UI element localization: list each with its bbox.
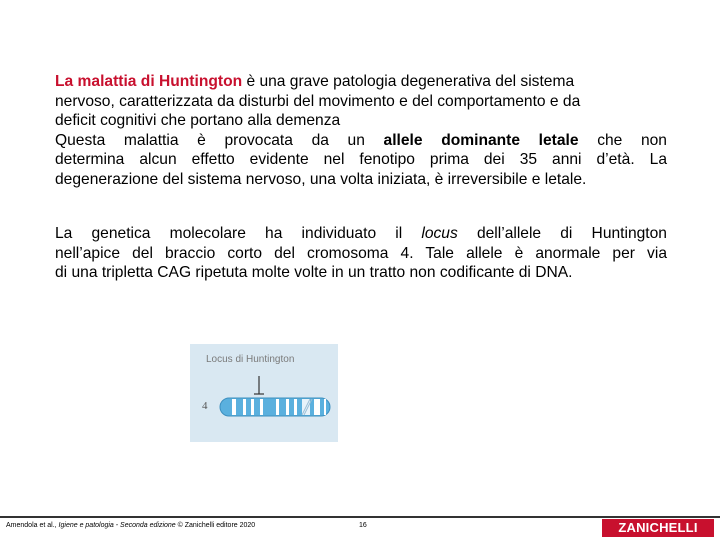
band bbox=[286, 399, 289, 415]
para2-line-1: La genetica molecolare ha individuato il locus dell’allele di Huntington bbox=[55, 225, 667, 242]
paragraph-molecular-genetics bbox=[55, 224, 667, 283]
band bbox=[294, 399, 297, 415]
band bbox=[243, 399, 246, 415]
para1-line-3: deficit cognitivi che portano alla demenza bbox=[55, 112, 341, 129]
footer-citation: Amendola et al., Igiene e patologia - Seconda edizione © Zanichelli editore 2020 bbox=[6, 522, 256, 529]
band bbox=[251, 399, 254, 415]
italic-locus: locus bbox=[421, 225, 458, 242]
para1-line-6: degenerazione del sistema nervoso, una volta iniziata, è irreversibile e letale. bbox=[55, 170, 587, 188]
band bbox=[324, 399, 326, 415]
chromosome-number: 4 bbox=[202, 400, 208, 412]
band bbox=[260, 399, 263, 415]
paragraph-huntington-intro bbox=[55, 72, 667, 189]
band bbox=[314, 399, 320, 415]
bold-allele-dominante: allele dominante letale bbox=[383, 131, 579, 149]
band bbox=[276, 399, 279, 415]
para2-line-3: di una tripletta CAG ripetuta molte volte in un tratto non codificante di DNA. bbox=[55, 264, 573, 281]
chromosome-figure bbox=[190, 344, 338, 442]
zanichelli-logo: ZANICHELLI bbox=[602, 519, 714, 537]
page-number: 16 bbox=[359, 522, 367, 529]
para1-line-1: La malattia di Huntington è una grave patologia degenerativa del sistema bbox=[55, 73, 575, 90]
para2-line-2: nell’apice del braccio corto del cromosoma 4. Tale allele è anormale per via bbox=[55, 244, 667, 262]
highlight-huntington: La malattia di Huntington bbox=[55, 73, 243, 90]
chromosome-body bbox=[220, 398, 330, 416]
footer-divider bbox=[0, 516, 720, 518]
para1-line-4: Questa malattia è provocata da un allele dominante letale che non bbox=[55, 131, 667, 149]
figure-label: Locus di Huntington bbox=[206, 354, 295, 365]
para1-line-5: determina alcun effetto evidente nel fenotipo prima dei 35 anni d’età. La bbox=[55, 151, 667, 168]
para1-line-2: nervoso, caratterizzata da disturbi del movimento e del comportamento e da bbox=[55, 92, 581, 110]
band bbox=[232, 399, 236, 415]
